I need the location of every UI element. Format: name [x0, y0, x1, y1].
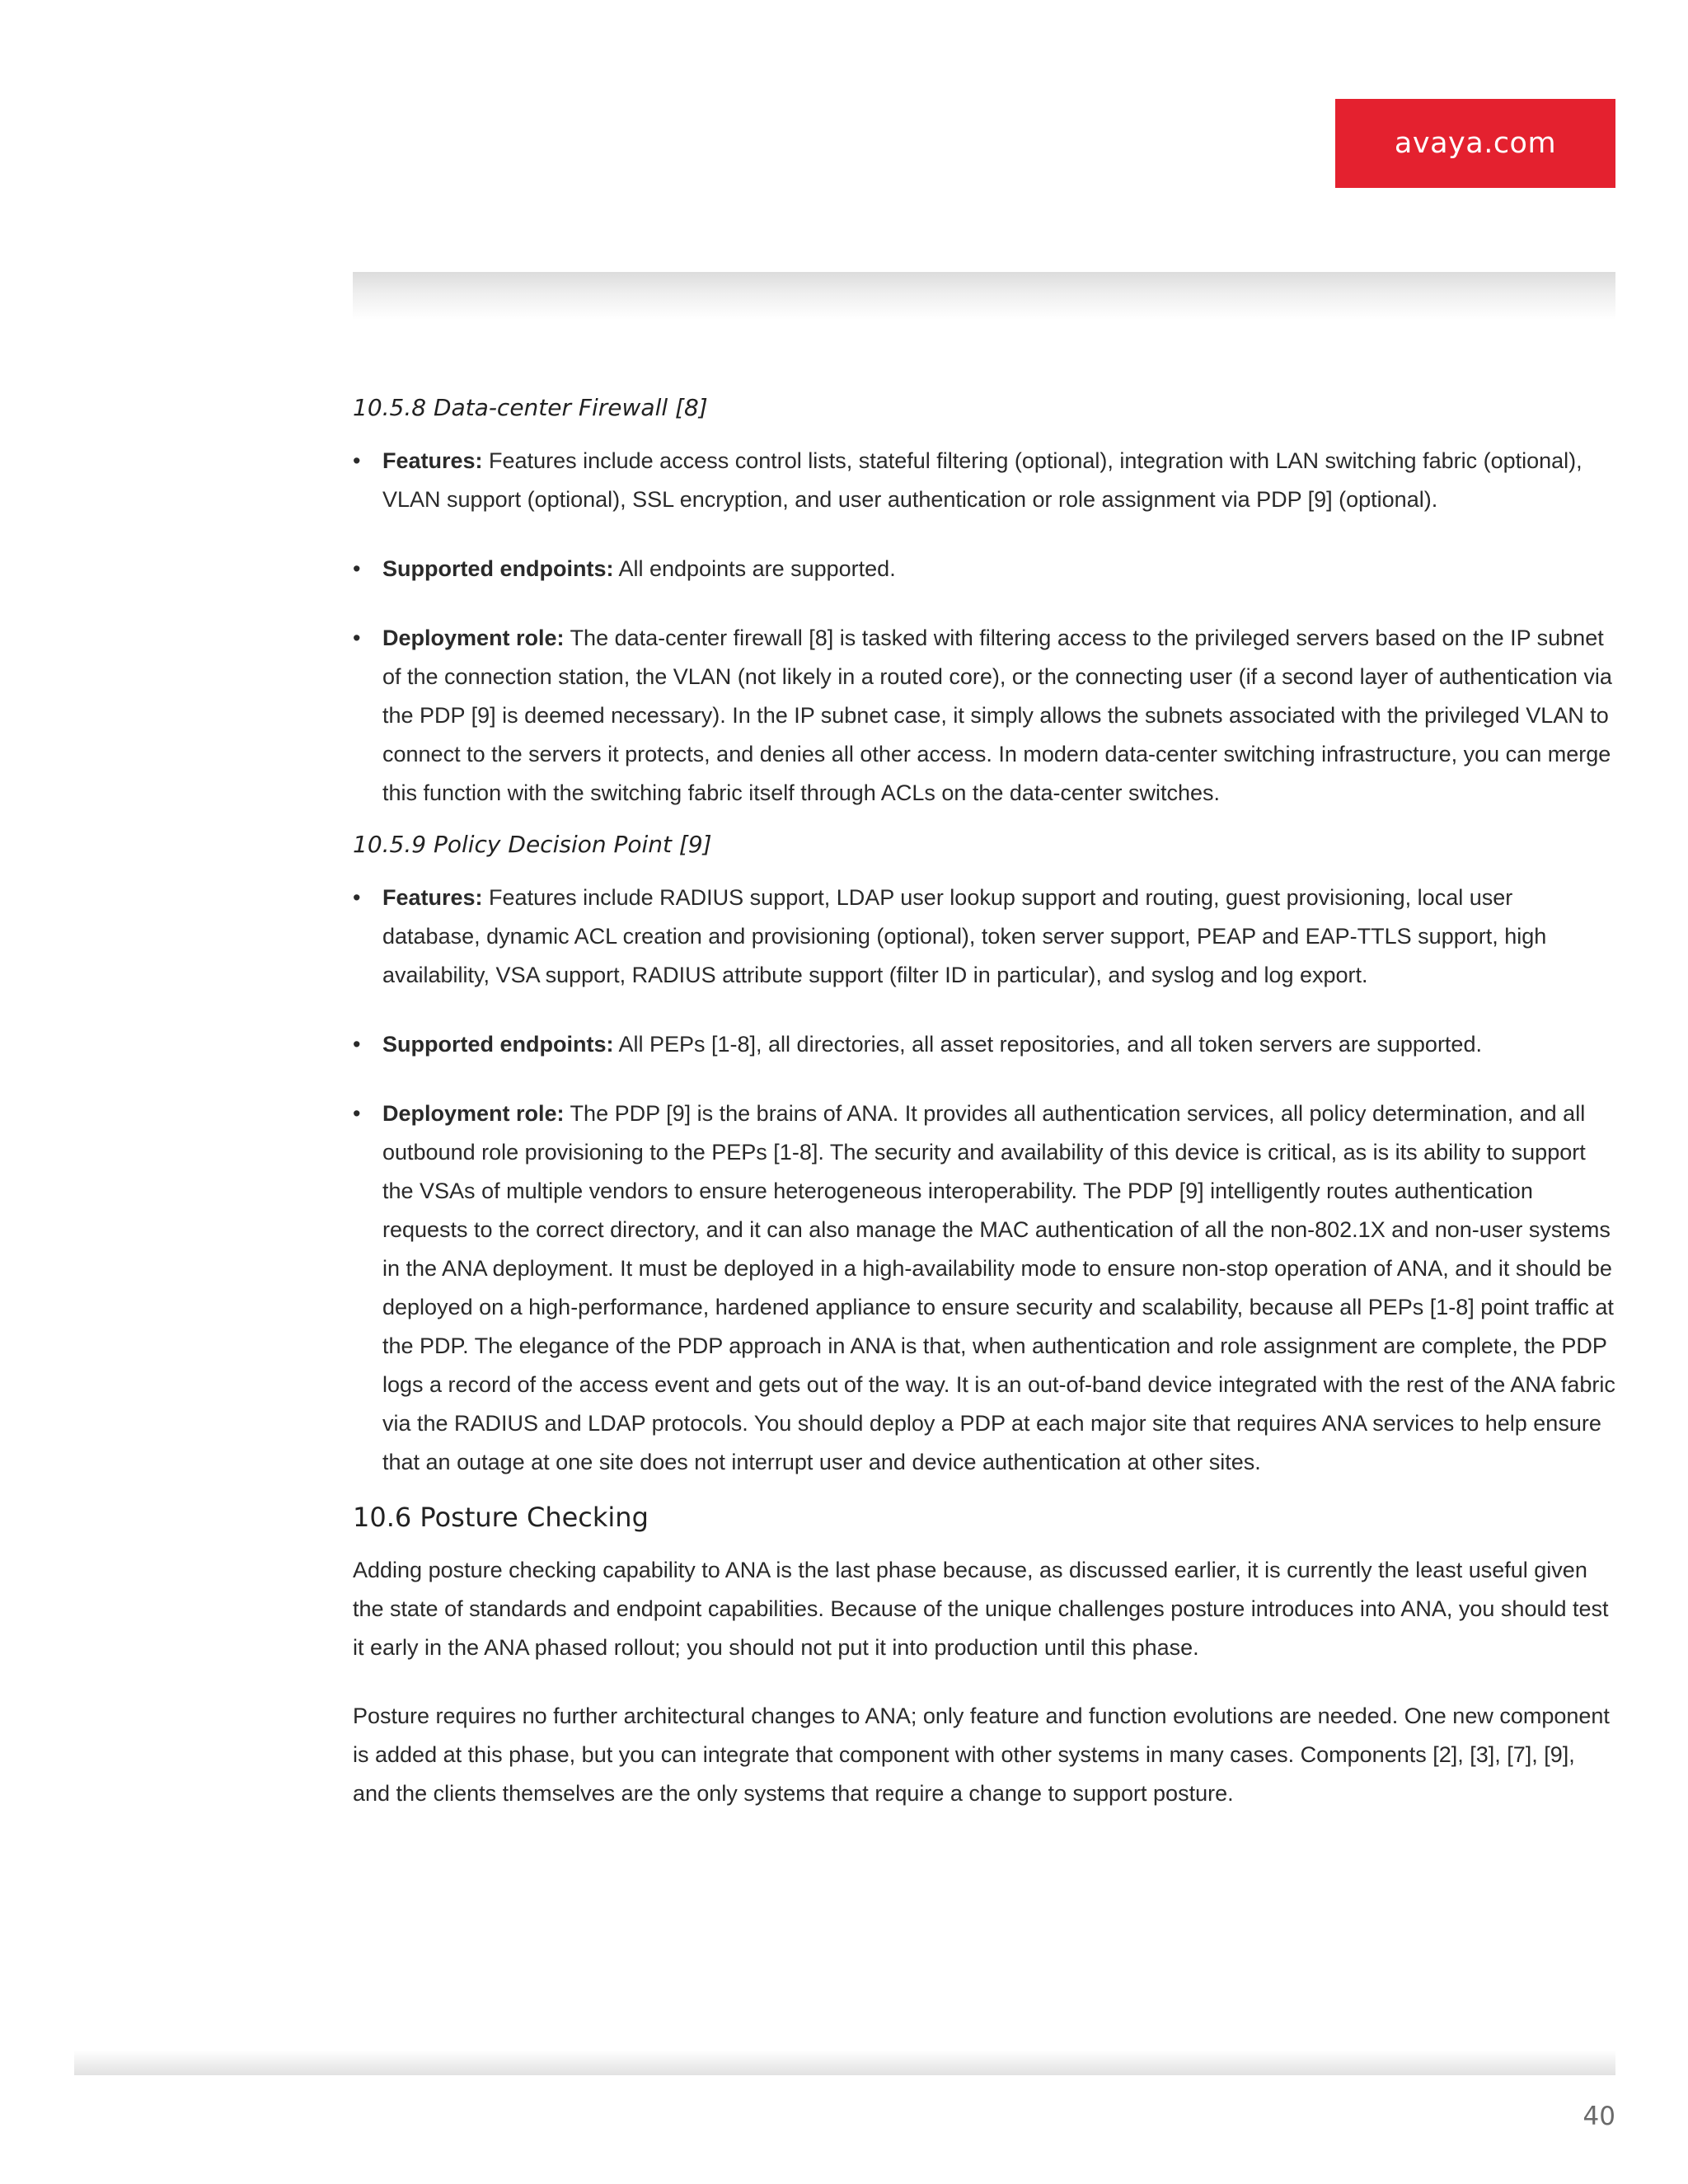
bullet-label: Deployment role: — [382, 626, 565, 650]
bullet-text: All endpoints are supported. — [613, 556, 896, 581]
list-item — [353, 879, 1615, 995]
bullet-label: Supported endpoints: — [382, 556, 614, 581]
list-item — [353, 442, 1615, 519]
pdp-bullet-list — [353, 879, 1615, 1482]
bullet-text: The PDP [9] is the brains of ANA. It provides all authentication services, all policy determination, and all outbound role provisioning to the PEPs [1-8]. The security and availability of this device is critical, as is its ability to support the VSAs of multiple vendors to ensure heterogeneous interoperability. The PDP [9] intelligently routes authentication requests to the correct directory, and it can also manage the MAC authentication of all the non-802.1X and non-user systems in the ANA deployment. It must be deployed in a high-availability mode to ensure non-stop operation of ANA, and it should be deployed on a high-performance, hardened appliance to ensure security and scalability, because all PEPs [1-8] point traffic at the PDP. The elegance of the PDP approach in ANA is that, when authentication and role assignment are complete, the PDP logs a record of the access event and gets out of the way. It is an out-of-band device integrated with the rest of the ANA fabric via the RADIUS and LDAP protocols. You should deploy a PDP at each major site that requires ANA services to help ensure that an outage at one site does not interrupt user and device authentication at other sites. — [382, 1101, 1615, 1474]
footer-divider-band — [74, 2050, 1615, 2075]
bullet-icon: • — [353, 1101, 361, 1126]
section-heading-posture: 10.6 Posture Checking — [353, 1502, 649, 1533]
header-divider-band — [353, 272, 1615, 320]
bullet-text: The data-center firewall [8] is tasked with filtering access to the privileged servers based on the IP subnet of the connection station, the VLAN (not likely in a routed core), or the connecting user (if a second layer of authentication via the PDP [9] is deemed necessary). In the IP subnet case, it simply allows the subnets associated with the privileged VLAN to connect to the servers it protects, and denies all other access. In modern data-center switching infrastructure, you can merge this function with the switching fabric itself through ACLs on the data-center switches. — [382, 626, 1612, 805]
list-item — [353, 1094, 1615, 1482]
bullet-label: Features: — [382, 885, 483, 910]
main-content — [353, 391, 1615, 1843]
bullet-text: Features include RADIUS support, LDAP user lookup support and routing, guest provisioning, local user database, dynamic ACL creation and provisioning (optional), token server support, PEAP and EAP-TTLS support, high availability, VSA support, RADIUS attribute support (filter ID in particular), and syslog and log export. — [382, 885, 1547, 987]
bullet-icon: • — [353, 556, 361, 581]
firewall-bullet-list — [353, 442, 1615, 813]
body-paragraph: Posture requires no further architectural changes to ANA; only feature and function evolutions are needed. One new component is added at this phase, but you can integrate that component with other systems in many cases. Components [2], [3], [7], [9], and the clients themselves are the only systems that require a change to support posture. — [353, 1704, 1610, 1806]
page-number: 40 — [1582, 2102, 1615, 2131]
bullet-text: All PEPs [1-8], all directories, all asset repositories, and all token servers are supported. — [613, 1032, 1482, 1057]
bullet-icon: • — [353, 885, 361, 910]
bullet-label: Supported endpoints: — [382, 1032, 614, 1057]
bullet-label: Features: — [382, 448, 483, 473]
list-item — [353, 619, 1615, 813]
section-heading-pdp: 10.5.9 Policy Decision Point [9] — [353, 831, 712, 858]
bullet-text: Features include access control lists, stateful filtering (optional), integration with LAN switching fabric (optional), VLAN support (optional), SSL encryption, and user authentication or role assignment via PDP [9] (optional). — [382, 448, 1582, 512]
list-item — [353, 1025, 1615, 1064]
bullet-label: Deployment role: — [382, 1101, 565, 1126]
body-paragraph: Adding posture checking capability to ANA is the last phase because, as discussed earlier, it is currently the least useful given the state of standards and endpoint capabilities. Because of the unique challenges posture introduces into ANA, you should test it early in the ANA phased rollout; you should not put it into production until this phase. — [353, 1558, 1609, 1660]
bullet-icon: • — [353, 626, 361, 650]
section-heading-firewall: 10.5.8 Data-center Firewall [8] — [353, 394, 708, 421]
brand-link[interactable]: avaya.com — [1335, 99, 1615, 188]
bullet-icon: • — [353, 1032, 361, 1057]
list-item — [353, 550, 1615, 588]
bullet-icon: • — [353, 448, 361, 473]
